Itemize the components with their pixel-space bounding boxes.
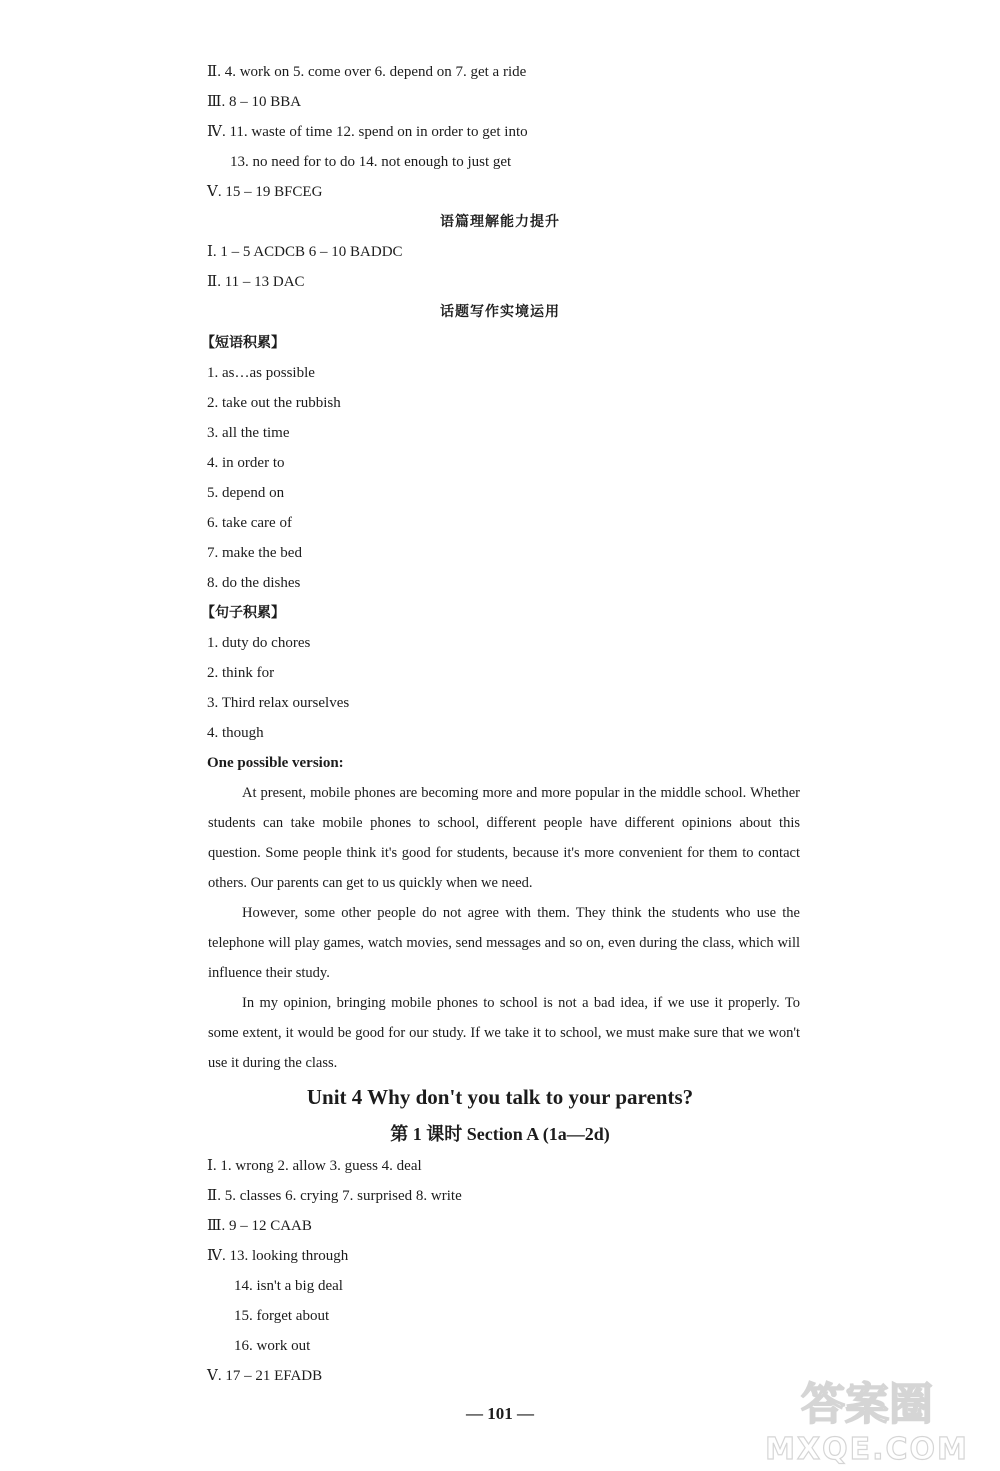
page-number: — 101 —	[466, 1404, 534, 1423]
unit-title: Unit 4 Why don't you talk to your parents?	[306, 1085, 694, 1109]
sentence-item: 1. duty do chores	[207, 635, 311, 651]
essay-paragraph: In my opinion, bringing mobile phones to school is not a bad idea, if we use it properly. To some extent, it would be good for our study. If we take it to school, we must make sure that we won't use it during the class.	[208, 995, 800, 1071]
answer-line: Ⅲ. 9 – 12 CAAB	[207, 1218, 312, 1234]
answer-line: 15. forget about	[234, 1308, 330, 1324]
lesson-title: 第 1 课时 Section A (1a—2d)	[390, 1124, 610, 1144]
phrase-item: 8. do the dishes	[207, 575, 301, 591]
watermark-text: 答案圈	[801, 1379, 933, 1430]
answer-line: 16. work out	[234, 1338, 311, 1354]
phrases-heading: 【短语积累】	[201, 335, 285, 351]
watermark-url: MXQE.COM	[765, 1432, 969, 1467]
phrase-item: 2. take out the rubbish	[207, 395, 341, 411]
answer-line: 13. no need for to do 14. not enough to just get	[230, 154, 512, 170]
phrase-item: 5. depend on	[207, 485, 285, 501]
answer-line: Ⅰ. 1 – 5 ACDCB 6 – 10 BADDC	[207, 244, 403, 260]
phrase-item: 1. as…as possible	[207, 365, 315, 381]
answer-line: Ⅱ. 5. classes 6. crying 7. surprised 8. write	[207, 1188, 462, 1204]
phrase-item: 3. all the time	[207, 425, 290, 441]
version-label: One possible version:	[207, 755, 344, 771]
sentence-item: 3. Third relax ourselves	[207, 695, 350, 711]
essay-paragraph: At present, mobile phones are becoming more and more popular in the middle school. Whether students can take mobile phones to school, different people have different opinions about this question. Some people think it's good for students, because it's more convenient for them to contact others. Our parents can get to us quickly when we need.	[208, 785, 800, 891]
answer-line: Ⅲ. 8 – 10 BBA	[207, 94, 302, 110]
section-heading-reading: 语篇理解能力提升	[440, 214, 560, 230]
phrase-item: 4. in order to	[207, 455, 285, 471]
answer-line: Ⅱ. 11 – 13 DAC	[207, 274, 305, 290]
answer-line: Ⅴ. 17 – 21 EFADB	[207, 1368, 323, 1384]
section-heading-writing: 话题写作实境运用	[440, 304, 560, 320]
answer-line: Ⅳ. 13. looking through	[207, 1248, 349, 1264]
answer-line: 14. isn't a big deal	[234, 1278, 343, 1294]
answer-line: Ⅱ. 4. work on 5. come over 6. depend on 7. get a ride	[207, 64, 527, 80]
sentence-item: 4. though	[207, 725, 264, 741]
essay-paragraph: However, some other people do not agree with them. They think the students who use the telephone will play games, watch movies, send messages and so on, even during the class, which will influence their study.	[208, 905, 800, 981]
answer-line: Ⅳ. 11. waste of time 12. spend on in order to get into	[207, 124, 528, 140]
answer-line: Ⅴ. 15 – 19 BFCEG	[207, 184, 323, 200]
phrase-item: 7. make the bed	[207, 545, 302, 561]
phrase-item: 6. take care of	[207, 515, 292, 531]
answer-line: Ⅰ. 1. wrong 2. allow 3. guess 4. deal	[207, 1158, 422, 1174]
sentence-item: 2. think for	[207, 665, 275, 681]
sentences-heading: 【句子积累】	[201, 605, 285, 621]
watermark-logo	[742, 1367, 992, 1467]
